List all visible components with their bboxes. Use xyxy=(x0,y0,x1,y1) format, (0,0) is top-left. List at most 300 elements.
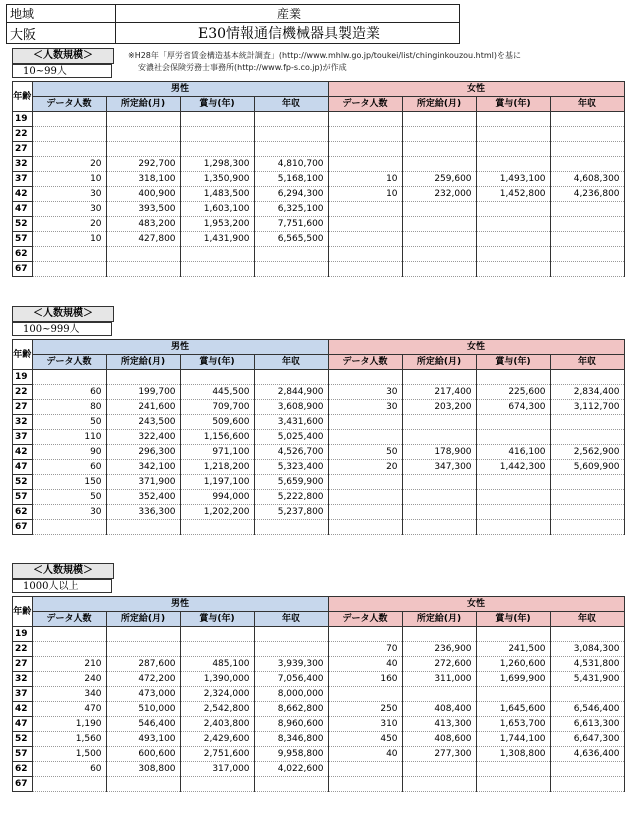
column-header-salary: 所定給(月) xyxy=(106,97,180,112)
male-value-cell: 470 xyxy=(32,702,106,717)
table-row xyxy=(13,187,625,202)
female-value-cell xyxy=(402,505,476,520)
column-header-count: データ人数 xyxy=(328,97,402,112)
male-value-cell: 30 xyxy=(32,187,106,202)
male-value-cell xyxy=(32,142,106,157)
female-value-cell xyxy=(328,232,402,247)
female-header: 女性 xyxy=(328,340,624,355)
female-value-cell: 1,442,300 xyxy=(476,460,550,475)
age-cell: 32 xyxy=(13,157,33,172)
age-header: 年齢 xyxy=(13,597,33,627)
male-value-cell xyxy=(106,777,180,792)
column-header-salary: 所定給(月) xyxy=(402,97,476,112)
male-value-cell xyxy=(180,112,254,127)
male-value-cell xyxy=(254,642,328,657)
female-value-cell: 4,531,800 xyxy=(550,657,624,672)
age-cell: 37 xyxy=(13,430,33,445)
female-value-cell xyxy=(476,415,550,430)
female-value-cell: 4,636,400 xyxy=(550,747,624,762)
male-value-cell: 4,810,700 xyxy=(254,157,328,172)
female-value-cell xyxy=(328,505,402,520)
female-value-cell xyxy=(476,142,550,157)
age-header: 年齢 xyxy=(13,82,33,112)
male-value-cell xyxy=(106,627,180,642)
female-value-cell xyxy=(402,127,476,142)
male-value-cell: 352,400 xyxy=(106,490,180,505)
salary-table xyxy=(12,81,625,277)
table-row xyxy=(13,672,625,687)
female-value-cell xyxy=(402,157,476,172)
female-value-cell xyxy=(402,762,476,777)
age-cell: 57 xyxy=(13,747,33,762)
male-value-cell xyxy=(32,262,106,277)
table-row xyxy=(13,247,625,262)
male-value-cell: 709,700 xyxy=(180,400,254,415)
male-value-cell: 10 xyxy=(32,172,106,187)
male-value-cell: 7,056,400 xyxy=(254,672,328,687)
female-value-cell xyxy=(476,247,550,262)
male-value-cell xyxy=(106,370,180,385)
female-value-cell xyxy=(550,430,624,445)
age-cell: 22 xyxy=(13,127,33,142)
female-value-cell: 1,744,100 xyxy=(476,732,550,747)
male-value-cell: 340 xyxy=(32,687,106,702)
female-value-cell: 6,613,300 xyxy=(550,717,624,732)
column-header-bonus: 賞与(年) xyxy=(180,612,254,627)
male-value-cell: 509,600 xyxy=(180,415,254,430)
male-value-cell: 60 xyxy=(32,460,106,475)
table-row xyxy=(13,112,625,127)
male-value-cell: 6,294,300 xyxy=(254,187,328,202)
age-cell: 52 xyxy=(13,217,33,232)
female-value-cell xyxy=(476,627,550,642)
male-value-cell: 1,218,200 xyxy=(180,460,254,475)
female-value-cell xyxy=(550,520,624,535)
female-value-cell: 347,300 xyxy=(402,460,476,475)
age-cell: 37 xyxy=(13,172,33,187)
female-value-cell xyxy=(476,762,550,777)
female-value-cell: 272,600 xyxy=(402,657,476,672)
male-value-cell: 2,751,600 xyxy=(180,747,254,762)
female-value-cell: 408,600 xyxy=(402,732,476,747)
male-value-cell: 110 xyxy=(32,430,106,445)
female-value-cell xyxy=(402,112,476,127)
size-value: 10~99人 xyxy=(12,64,112,78)
female-value-cell: 40 xyxy=(328,657,402,672)
table-row xyxy=(13,777,625,792)
female-value-cell xyxy=(328,777,402,792)
female-value-cell: 4,236,800 xyxy=(550,187,624,202)
male-value-cell: 2,429,600 xyxy=(180,732,254,747)
male-value-cell: 1,350,900 xyxy=(180,172,254,187)
male-value-cell: 1,390,000 xyxy=(180,672,254,687)
age-cell: 22 xyxy=(13,385,33,400)
female-value-cell: 310 xyxy=(328,717,402,732)
size-tag: ＜人数規模＞ xyxy=(12,563,114,579)
female-value-cell: 30 xyxy=(328,385,402,400)
male-value-cell: 9,958,800 xyxy=(254,747,328,762)
male-value-cell xyxy=(106,112,180,127)
male-value-cell: 600,600 xyxy=(106,747,180,762)
column-header-salary: 所定給(月) xyxy=(402,355,476,370)
male-value-cell xyxy=(106,642,180,657)
female-value-cell xyxy=(476,112,550,127)
female-value-cell xyxy=(328,370,402,385)
female-value-cell: 4,608,300 xyxy=(550,172,624,187)
age-cell: 32 xyxy=(13,415,33,430)
age-cell: 27 xyxy=(13,400,33,415)
male-value-cell: 50 xyxy=(32,415,106,430)
male-value-cell: 1,953,200 xyxy=(180,217,254,232)
female-value-cell xyxy=(402,430,476,445)
female-value-cell xyxy=(550,627,624,642)
female-value-cell xyxy=(402,627,476,642)
table-row xyxy=(13,430,625,445)
female-value-cell: 5,609,900 xyxy=(550,460,624,475)
age-cell: 19 xyxy=(13,627,33,642)
male-value-cell: 3,431,600 xyxy=(254,415,328,430)
female-value-cell: 6,546,400 xyxy=(550,702,624,717)
male-value-cell: 472,200 xyxy=(106,672,180,687)
male-value-cell xyxy=(32,627,106,642)
female-value-cell xyxy=(550,777,624,792)
male-header: 男性 xyxy=(32,340,328,355)
female-value-cell xyxy=(476,370,550,385)
male-value-cell: 3,939,300 xyxy=(254,657,328,672)
female-value-cell: 1,699,900 xyxy=(476,672,550,687)
female-value-cell: 241,500 xyxy=(476,642,550,657)
male-value-cell: 90 xyxy=(32,445,106,460)
salary-table xyxy=(12,339,625,535)
female-value-cell: 3,112,700 xyxy=(550,400,624,415)
female-value-cell xyxy=(402,142,476,157)
male-value-cell: 427,800 xyxy=(106,232,180,247)
column-header-count: データ人数 xyxy=(328,612,402,627)
male-value-cell: 1,197,100 xyxy=(180,475,254,490)
male-value-cell: 287,600 xyxy=(106,657,180,672)
female-value-cell xyxy=(402,490,476,505)
table-row xyxy=(13,262,625,277)
female-value-cell xyxy=(476,505,550,520)
female-value-cell xyxy=(402,247,476,262)
female-value-cell xyxy=(328,415,402,430)
male-value-cell xyxy=(32,112,106,127)
male-value-cell: 1,298,300 xyxy=(180,157,254,172)
male-value-cell xyxy=(254,247,328,262)
age-cell: 42 xyxy=(13,187,33,202)
female-value-cell xyxy=(328,262,402,277)
table-row xyxy=(13,415,625,430)
male-value-cell xyxy=(32,247,106,262)
female-value-cell: 250 xyxy=(328,702,402,717)
age-cell: 32 xyxy=(13,672,33,687)
male-value-cell xyxy=(254,370,328,385)
female-value-cell: 178,900 xyxy=(402,445,476,460)
age-cell: 67 xyxy=(13,777,33,792)
female-value-cell xyxy=(476,520,550,535)
female-value-cell: 232,000 xyxy=(402,187,476,202)
table-row xyxy=(13,627,625,642)
male-value-cell: 240 xyxy=(32,672,106,687)
female-value-cell xyxy=(550,247,624,262)
salary-table xyxy=(12,596,625,792)
header-table xyxy=(6,4,460,44)
column-header-count: データ人数 xyxy=(328,355,402,370)
age-cell: 42 xyxy=(13,445,33,460)
male-value-cell: 1,560 xyxy=(32,732,106,747)
male-value-cell: 6,565,500 xyxy=(254,232,328,247)
male-value-cell: 1,202,200 xyxy=(180,505,254,520)
male-value-cell: 150 xyxy=(32,475,106,490)
male-value-cell xyxy=(180,142,254,157)
male-value-cell: 1,500 xyxy=(32,747,106,762)
age-cell: 19 xyxy=(13,112,33,127)
female-header: 女性 xyxy=(328,82,624,97)
female-value-cell xyxy=(476,202,550,217)
male-value-cell xyxy=(106,262,180,277)
table-row xyxy=(13,687,625,702)
female-value-cell: 6,647,300 xyxy=(550,732,624,747)
male-value-cell xyxy=(32,370,106,385)
female-value-cell xyxy=(402,262,476,277)
male-value-cell: 80 xyxy=(32,400,106,415)
column-header-income: 年収 xyxy=(550,355,624,370)
age-cell: 47 xyxy=(13,460,33,475)
age-cell: 22 xyxy=(13,642,33,657)
female-value-cell: 2,562,900 xyxy=(550,445,624,460)
female-value-cell xyxy=(402,370,476,385)
column-header-salary: 所定給(月) xyxy=(106,612,180,627)
male-value-cell: 4,022,600 xyxy=(254,762,328,777)
female-value-cell xyxy=(550,217,624,232)
male-value-cell: 20 xyxy=(32,157,106,172)
male-value-cell: 30 xyxy=(32,505,106,520)
age-cell: 42 xyxy=(13,702,33,717)
male-value-cell: 3,608,900 xyxy=(254,400,328,415)
female-value-cell xyxy=(328,157,402,172)
male-value-cell xyxy=(180,642,254,657)
female-value-cell xyxy=(550,370,624,385)
male-value-cell xyxy=(254,777,328,792)
column-header-bonus: 賞与(年) xyxy=(476,612,550,627)
age-cell: 37 xyxy=(13,687,33,702)
female-value-cell xyxy=(402,232,476,247)
male-value-cell xyxy=(32,520,106,535)
male-value-cell: 371,900 xyxy=(106,475,180,490)
male-value-cell xyxy=(32,642,106,657)
column-header-count: データ人数 xyxy=(32,97,106,112)
male-value-cell: 50 xyxy=(32,490,106,505)
female-header: 女性 xyxy=(328,597,624,612)
female-value-cell xyxy=(328,687,402,702)
male-value-cell: 2,324,000 xyxy=(180,687,254,702)
size-tag: ＜人数規模＞ xyxy=(12,306,114,322)
female-value-cell: 1,645,600 xyxy=(476,702,550,717)
column-header-income: 年収 xyxy=(254,355,328,370)
age-cell: 67 xyxy=(13,262,33,277)
table-row xyxy=(13,702,625,717)
male-value-cell: 8,346,800 xyxy=(254,732,328,747)
table-row xyxy=(13,232,625,247)
table-row xyxy=(13,520,625,535)
female-value-cell: 50 xyxy=(328,445,402,460)
male-value-cell: 1,603,100 xyxy=(180,202,254,217)
female-value-cell xyxy=(550,127,624,142)
female-value-cell xyxy=(550,202,624,217)
female-value-cell xyxy=(476,687,550,702)
female-value-cell xyxy=(402,475,476,490)
male-value-cell: 7,751,600 xyxy=(254,217,328,232)
female-value-cell xyxy=(550,232,624,247)
female-value-cell: 1,493,100 xyxy=(476,172,550,187)
age-cell: 52 xyxy=(13,475,33,490)
female-value-cell xyxy=(476,217,550,232)
female-value-cell xyxy=(328,247,402,262)
column-header-salary: 所定給(月) xyxy=(402,612,476,627)
male-value-cell xyxy=(106,142,180,157)
female-value-cell: 10 xyxy=(328,187,402,202)
female-value-cell xyxy=(328,490,402,505)
age-cell: 27 xyxy=(13,142,33,157)
female-value-cell xyxy=(476,490,550,505)
female-value-cell: 413,300 xyxy=(402,717,476,732)
female-value-cell: 20 xyxy=(328,460,402,475)
male-value-cell xyxy=(180,520,254,535)
column-header-income: 年収 xyxy=(550,97,624,112)
female-value-cell: 225,600 xyxy=(476,385,550,400)
column-header-count: データ人数 xyxy=(32,612,106,627)
table-row xyxy=(13,732,625,747)
male-value-cell: 994,000 xyxy=(180,490,254,505)
column-header-count: データ人数 xyxy=(32,355,106,370)
male-value-cell: 5,237,800 xyxy=(254,505,328,520)
source-note-line2: 安濃社会保険労務士事務所(http://www.fp-s.co.jp)が作成 xyxy=(138,63,347,72)
age-header: 年齢 xyxy=(13,340,33,370)
male-value-cell xyxy=(254,142,328,157)
male-value-cell: 296,300 xyxy=(106,445,180,460)
female-value-cell: 408,400 xyxy=(402,702,476,717)
male-value-cell: 1,156,600 xyxy=(180,430,254,445)
male-value-cell xyxy=(180,247,254,262)
size-value: 100~999人 xyxy=(12,322,112,336)
male-value-cell: 5,168,100 xyxy=(254,172,328,187)
male-value-cell: 5,222,800 xyxy=(254,490,328,505)
female-value-cell xyxy=(550,157,624,172)
female-value-cell xyxy=(328,762,402,777)
male-value-cell: 393,500 xyxy=(106,202,180,217)
size-value: 1000人以上 xyxy=(12,579,112,593)
male-value-cell: 5,025,400 xyxy=(254,430,328,445)
female-value-cell: 1,260,600 xyxy=(476,657,550,672)
male-value-cell: 1,483,500 xyxy=(180,187,254,202)
female-value-cell xyxy=(402,520,476,535)
male-value-cell: 5,659,900 xyxy=(254,475,328,490)
source-note xyxy=(128,50,521,74)
male-value-cell xyxy=(106,520,180,535)
male-value-cell: 10 xyxy=(32,232,106,247)
male-value-cell: 4,526,700 xyxy=(254,445,328,460)
female-value-cell xyxy=(476,127,550,142)
table-row xyxy=(13,217,625,232)
age-cell: 62 xyxy=(13,762,33,777)
male-value-cell: 317,000 xyxy=(180,762,254,777)
table-row xyxy=(13,172,625,187)
female-value-cell xyxy=(476,157,550,172)
male-value-cell: 322,400 xyxy=(106,430,180,445)
column-header-bonus: 賞与(年) xyxy=(476,355,550,370)
male-value-cell: 6,325,100 xyxy=(254,202,328,217)
male-value-cell: 60 xyxy=(32,762,106,777)
male-value-cell xyxy=(106,247,180,262)
table-row xyxy=(13,505,625,520)
age-cell: 62 xyxy=(13,505,33,520)
female-value-cell: 1,653,700 xyxy=(476,717,550,732)
male-value-cell: 510,000 xyxy=(106,702,180,717)
male-header: 男性 xyxy=(32,82,328,97)
female-value-cell: 311,000 xyxy=(402,672,476,687)
male-value-cell xyxy=(180,262,254,277)
male-value-cell: 485,100 xyxy=(180,657,254,672)
male-value-cell: 199,700 xyxy=(106,385,180,400)
female-value-cell xyxy=(550,475,624,490)
column-header-income: 年収 xyxy=(550,612,624,627)
male-value-cell: 243,500 xyxy=(106,415,180,430)
male-value-cell: 342,100 xyxy=(106,460,180,475)
male-value-cell xyxy=(254,112,328,127)
female-value-cell xyxy=(402,415,476,430)
male-value-cell xyxy=(254,262,328,277)
age-cell: 62 xyxy=(13,247,33,262)
male-value-cell: 2,844,900 xyxy=(254,385,328,400)
female-value-cell xyxy=(550,112,624,127)
male-value-cell: 8,662,800 xyxy=(254,702,328,717)
female-value-cell: 203,200 xyxy=(402,400,476,415)
female-value-cell: 40 xyxy=(328,747,402,762)
female-value-cell xyxy=(328,112,402,127)
table-row xyxy=(13,475,625,490)
female-value-cell: 450 xyxy=(328,732,402,747)
male-value-cell: 971,100 xyxy=(180,445,254,460)
size-tag: ＜人数規模＞ xyxy=(12,48,114,64)
male-value-cell: 1,431,900 xyxy=(180,232,254,247)
female-value-cell xyxy=(328,430,402,445)
female-value-cell xyxy=(550,490,624,505)
table-row xyxy=(13,385,625,400)
male-value-cell xyxy=(106,127,180,142)
female-value-cell xyxy=(550,415,624,430)
male-value-cell xyxy=(254,520,328,535)
age-cell: 67 xyxy=(13,520,33,535)
table-row xyxy=(13,642,625,657)
table-row xyxy=(13,762,625,777)
male-value-cell: 210 xyxy=(32,657,106,672)
female-value-cell: 3,084,300 xyxy=(550,642,624,657)
female-value-cell xyxy=(476,430,550,445)
female-value-cell xyxy=(328,627,402,642)
table-row xyxy=(13,445,625,460)
table-row xyxy=(13,717,625,732)
male-value-cell: 60 xyxy=(32,385,106,400)
female-value-cell xyxy=(550,687,624,702)
female-value-cell xyxy=(476,262,550,277)
male-value-cell xyxy=(254,627,328,642)
table-row xyxy=(13,747,625,762)
male-value-cell: 292,700 xyxy=(106,157,180,172)
male-value-cell: 20 xyxy=(32,217,106,232)
female-value-cell xyxy=(328,217,402,232)
male-value-cell xyxy=(180,777,254,792)
male-value-cell: 1,190 xyxy=(32,717,106,732)
